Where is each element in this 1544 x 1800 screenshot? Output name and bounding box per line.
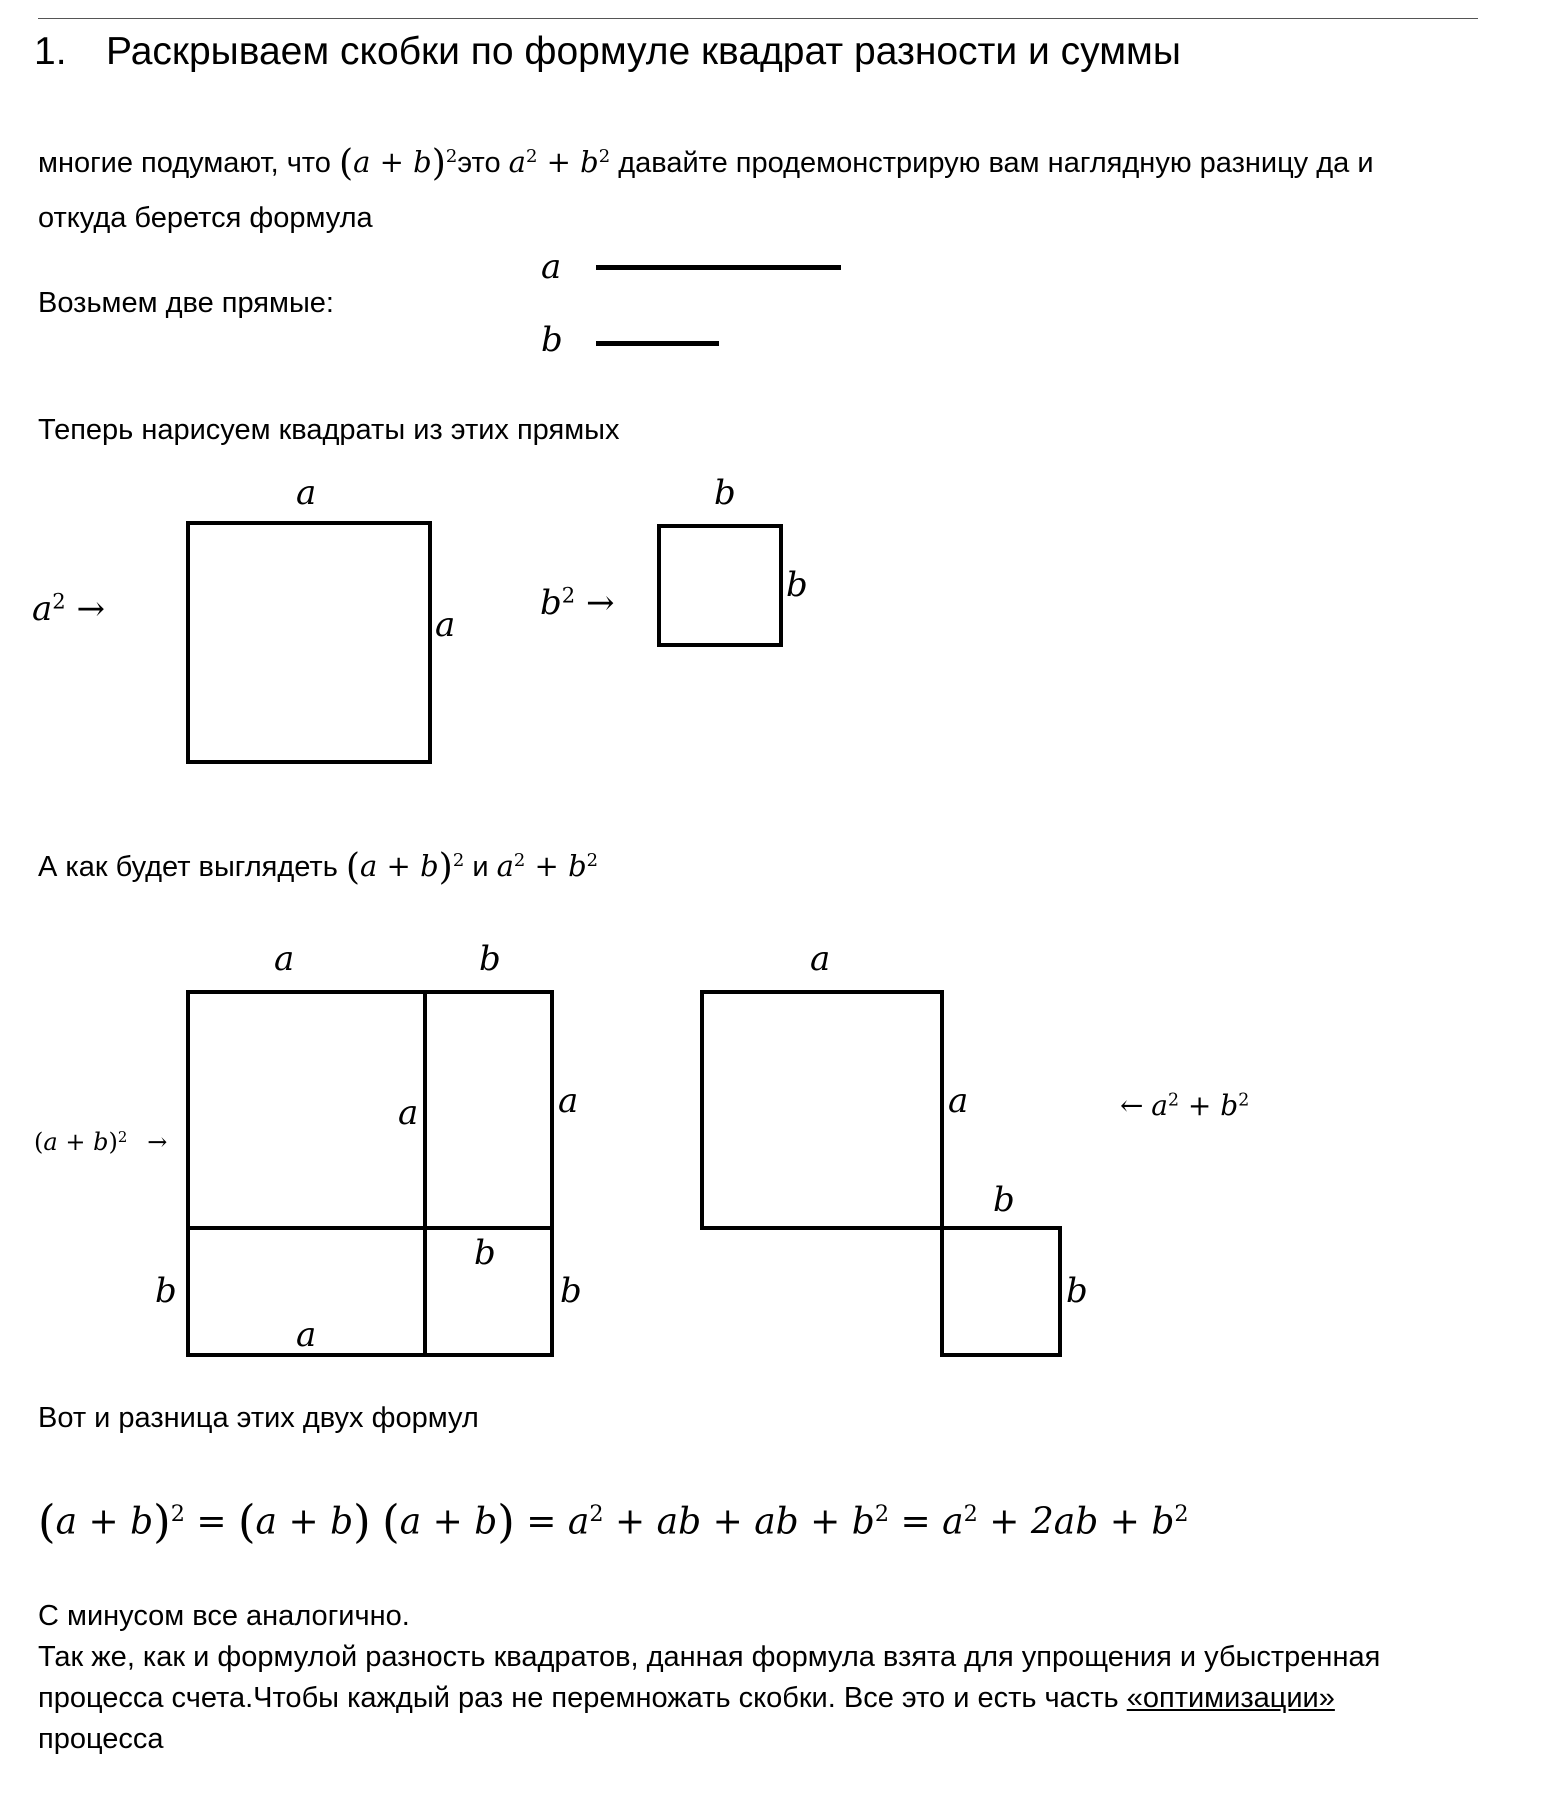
sum-square-vertical-divider: [423, 990, 427, 1357]
var-b: b: [413, 145, 432, 179]
paren-open: (: [34, 1128, 44, 1156]
conclusion-line-1: С минусом все аналогично.: [38, 1600, 410, 1632]
sum-square-inner-b: b: [474, 1233, 496, 1273]
var-a: a: [55, 1501, 78, 1543]
plus-sign: +: [537, 145, 581, 179]
equals-sign: =: [514, 1501, 568, 1543]
var-b: b: [474, 1501, 498, 1543]
var-a: a: [255, 1501, 277, 1543]
paren-open: (: [338, 140, 354, 184]
paren-close: ): [353, 1495, 371, 1548]
and-word: и: [472, 851, 489, 883]
sq-sum-side-b: b: [1066, 1271, 1088, 1311]
right-arrow-icon: →: [76, 589, 106, 629]
var-b: b: [851, 1501, 875, 1543]
line-a-label: a: [541, 247, 562, 287]
square-a-caption: [32, 588, 106, 629]
plus-sign: +: [57, 1128, 94, 1156]
plus-sign: +: [701, 1501, 755, 1543]
var-a: a: [353, 145, 371, 179]
sum-square-inner-a: a: [398, 1093, 419, 1133]
var-a: a: [360, 849, 378, 883]
var-b: b: [1220, 1089, 1239, 1122]
sq-sum-square-a: [700, 990, 944, 1230]
exponent: 2: [1167, 1090, 1179, 1111]
plus-sign: +: [421, 1501, 475, 1543]
var-b: b: [580, 145, 599, 179]
plus-sign: +: [1098, 1501, 1152, 1543]
var-a: a: [496, 849, 514, 883]
sq-sum-square-b: [940, 1226, 1062, 1357]
intro-line-2: откуда берется формула: [38, 202, 373, 234]
section-heading: [34, 28, 1181, 76]
conclusion-line-2: Так же, как и формулой разность квадратов, данная формула взята для упрощения и убыстренная: [38, 1641, 1381, 1673]
squares-label: Теперь нарисуем квадраты из этих прямых: [38, 414, 620, 446]
sq-sum-top-a: a: [810, 939, 831, 979]
exponent: 2: [513, 850, 526, 872]
term-ab: ab: [656, 1501, 702, 1543]
var-a: a: [567, 1501, 590, 1543]
lines-label: Возьмем две прямые:: [38, 287, 334, 319]
square-b-caption: [540, 582, 615, 623]
exponent: 2: [117, 1127, 128, 1146]
plus-sign: +: [277, 1501, 331, 1543]
line-a-segment: [596, 265, 841, 270]
intro-text-2: это: [457, 147, 501, 179]
paren-close: ): [108, 1128, 118, 1156]
exponent: 2: [963, 1501, 978, 1528]
conclusion-line-4: процесса: [38, 1723, 164, 1755]
square-b-side-label: b: [786, 565, 808, 605]
right-arrow-icon: →: [147, 1128, 168, 1156]
expansion-formula: [38, 1495, 1189, 1548]
sq-sum-side-a: a: [948, 1081, 969, 1121]
plus-sign: +: [798, 1501, 852, 1543]
term-2ab: 2ab: [1030, 1501, 1099, 1543]
exponent: 2: [52, 588, 66, 614]
exponent: 2: [589, 1501, 604, 1528]
line-b-label: b: [541, 320, 563, 360]
exponent: 2: [874, 1501, 890, 1528]
var-a: a: [1151, 1089, 1168, 1122]
exponent: 2: [586, 850, 599, 872]
intro-text-1: многие подумают, что: [38, 147, 331, 179]
exponent: 2: [525, 146, 538, 168]
line-b-segment: [596, 341, 719, 346]
paren-close: ): [153, 1495, 171, 1548]
sum-square-caption: [34, 1128, 167, 1157]
sum-square-right-b: b: [560, 1271, 582, 1311]
exponent: 2: [445, 146, 458, 168]
exponent: 2: [452, 850, 465, 872]
intro-text-3: давайте продемонстрирую вам наглядную разницу да и: [618, 147, 1374, 179]
sum-square-bottom-a: a: [296, 1315, 317, 1355]
var-b: b: [130, 1501, 154, 1543]
square-b: [657, 524, 783, 647]
compare-text: А как будет выглядеть: [38, 851, 338, 883]
var-b: b: [568, 849, 587, 883]
term-ab: ab: [754, 1501, 799, 1543]
optimization-link[interactable]: «оптимизации»: [1126, 1682, 1335, 1714]
plus-sign: +: [370, 145, 414, 179]
plus-sign: +: [603, 1501, 657, 1543]
equals-sign: =: [184, 1501, 238, 1543]
var-b: b: [420, 849, 439, 883]
sum-square-left-b: b: [155, 1271, 177, 1311]
exponent: 2: [598, 146, 611, 168]
exponent: 2: [1238, 1090, 1250, 1111]
var-b: b: [93, 1128, 109, 1156]
paren-close: ): [438, 844, 453, 888]
square-a-top-label: a: [296, 473, 317, 513]
var-a: a: [32, 589, 53, 629]
plus-sign: +: [977, 1501, 1031, 1543]
var-a: a: [43, 1128, 58, 1156]
top-divider: [38, 18, 1478, 19]
paren-close: ): [497, 1495, 515, 1548]
sum-square-top-a: a: [274, 939, 295, 979]
plus-sign: +: [377, 849, 421, 883]
sq-sum-caption: [1120, 1090, 1249, 1122]
paren-open: (: [345, 844, 361, 888]
square-b-top-label: b: [714, 473, 736, 513]
left-arrow-icon: ←: [1120, 1089, 1144, 1122]
square-a: [186, 521, 432, 764]
square-a-side-label: a: [435, 605, 456, 645]
var-b: b: [330, 1501, 354, 1543]
sq-sum-top-b: b: [993, 1180, 1015, 1220]
plus-sign: +: [77, 1501, 131, 1543]
exponent: 2: [561, 582, 576, 608]
plus-sign: +: [1179, 1089, 1221, 1122]
var-a: a: [508, 145, 526, 179]
intro-line-1: [38, 142, 1374, 183]
paren-close: ): [431, 140, 446, 184]
exponent: 2: [170, 1501, 185, 1528]
sum-square: [186, 990, 554, 1357]
plus-sign: +: [525, 849, 569, 883]
var-a: a: [399, 1501, 422, 1543]
conclusion-line-3: [38, 1678, 1335, 1718]
paren-open: (: [237, 1495, 256, 1548]
sum-square-horizontal-divider: [186, 1226, 554, 1230]
sum-square-top-b: b: [479, 939, 501, 979]
equals-sign: =: [889, 1501, 943, 1543]
compare-label: [38, 846, 598, 887]
conclusion-text-3: процесса счета.Чтобы каждый раз не перемножать скобки. Все это и есть часть: [38, 1682, 1119, 1714]
paren-open: (: [38, 1495, 56, 1548]
paren-open: (: [382, 1495, 400, 1548]
difference-label: Вот и разница этих двух формул: [38, 1402, 479, 1434]
heading-title: Раскрываем скобки по формуле квадрат разности и суммы: [106, 30, 1181, 73]
exponent: 2: [1174, 1501, 1189, 1528]
heading-number: 1.: [34, 30, 67, 73]
var-a: a: [942, 1501, 964, 1543]
var-b: b: [1151, 1501, 1175, 1543]
right-arrow-icon: →: [586, 583, 615, 623]
var-b: b: [540, 583, 562, 623]
sum-square-right-a: a: [558, 1081, 579, 1121]
